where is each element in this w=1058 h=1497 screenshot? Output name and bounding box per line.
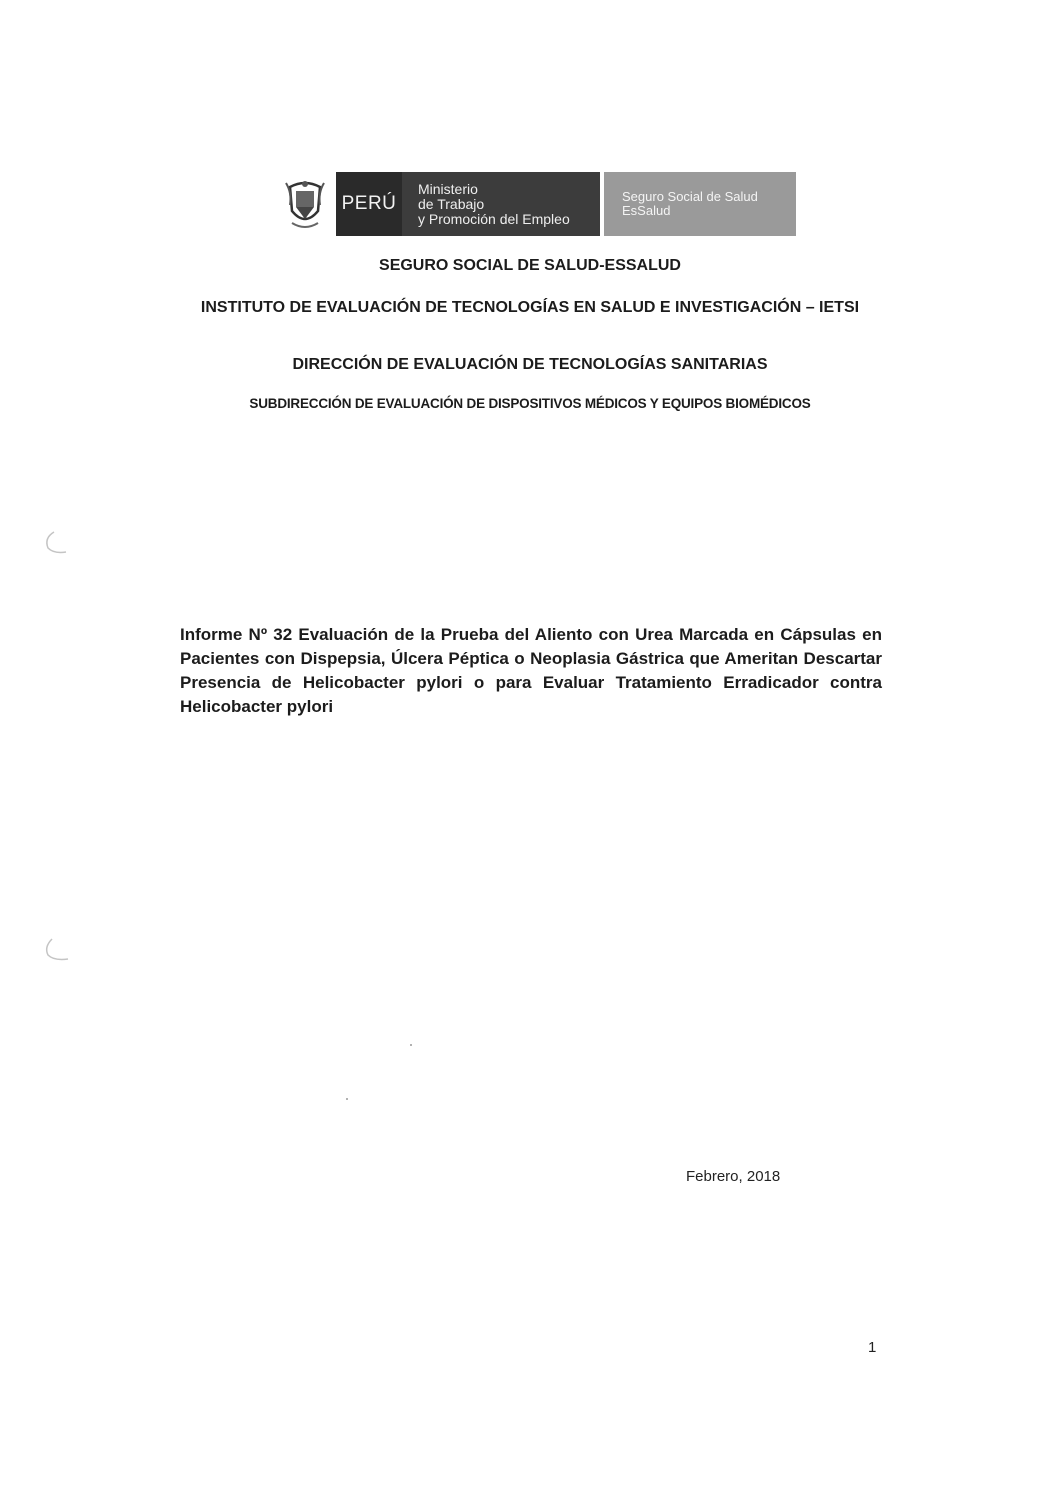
agency-line-1: Seguro Social de Salud	[622, 189, 758, 204]
ministry-label	[402, 172, 600, 236]
punch-hole-mark-top	[40, 528, 80, 558]
scan-speck	[346, 1098, 348, 1100]
peru-label: PERÚ	[336, 172, 402, 236]
ministry-line-3: y Promoción del Empleo	[418, 210, 570, 227]
coat-of-arms-icon	[274, 172, 336, 236]
ministry-line-1: Ministerio	[418, 180, 478, 197]
government-logo-banner	[274, 172, 796, 236]
scan-speck	[410, 1044, 412, 1046]
institution-heading: SEGURO SOCIAL DE SALUD-ESSALUD	[379, 257, 681, 274]
essalud-label	[604, 172, 796, 236]
page-number: 1	[868, 1339, 877, 1356]
ministry-line-2: de Trabajo	[418, 195, 485, 212]
institute-heading: INSTITUTO DE EVALUACIÓN DE TECNOLOGÍAS EN SALUD E INVESTIGACIÓN – IETSI	[200, 299, 860, 316]
subdirection-heading: SUBDIRECCIÓN DE EVALUACIÓN DE DISPOSITIVOS MÉDICOS Y EQUIPOS BIOMÉDICOS	[249, 396, 811, 411]
direction-heading: DIRECCIÓN DE EVALUACIÓN DE TECNOLOGÍAS SANITARIAS	[292, 356, 768, 373]
agency-line-2: EsSalud	[622, 203, 671, 218]
report-title: Informe Nº 32 Evaluación de la Prueba del Aliento con Urea Marcada en Cápsulas en Pacientes con Dispepsia, Úlcera Péptica o Neoplasia Gástrica que Ameritan Descartar Presencia de Helicobacter pylori o para Evaluar Tratamiento Erradicador contra Helicobacter pylori	[180, 625, 882, 716]
punch-hole-mark-bottom	[40, 935, 80, 965]
report-date: Febrero, 2018	[686, 1168, 781, 1185]
